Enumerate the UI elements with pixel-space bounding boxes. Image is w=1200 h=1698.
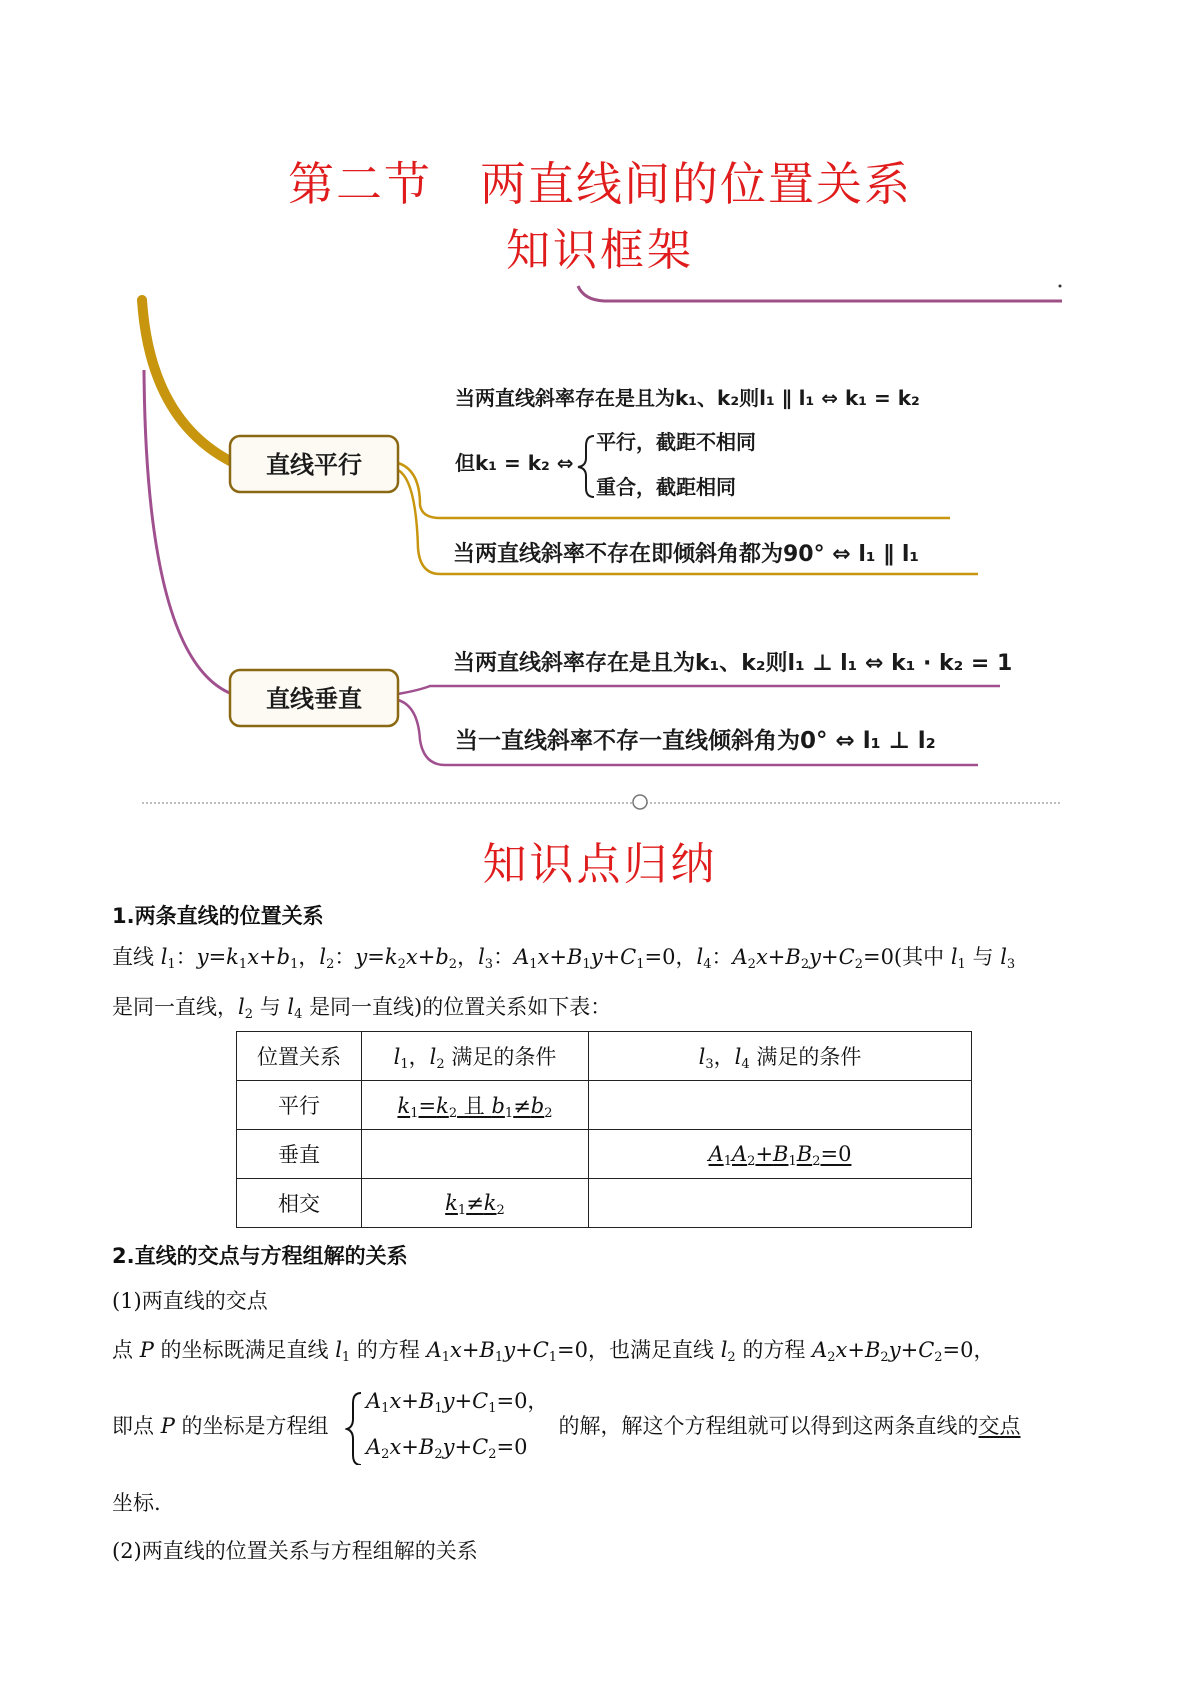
table-cell-cond34	[589, 1081, 972, 1130]
parallel-line-1: 当两直线斜率存在是且为k₁、k₂则l₁ ∥ l₁ ⇔ k₁ = k₂	[455, 386, 920, 410]
table-cell-relation: 平行	[237, 1081, 362, 1130]
section-2-para-2: 即点 P 的坐标是方程组 的解，解这个方程组就可以得到这两条直线的交点	[112, 1414, 1021, 1438]
section-2-sub-2: (2)两直线的位置关系与方程组解的关系	[112, 1539, 478, 1563]
separator-handle-icon	[633, 795, 647, 809]
section-title: 第二节 两直线间的位置关系	[288, 157, 912, 211]
section-2-heading: 2.直线的交点与方程组解的关系	[112, 1244, 408, 1268]
summary-title: 知识点归纳	[482, 839, 718, 890]
table-header-cell: $l_1$，$l_2$ 满足的条件	[362, 1032, 589, 1081]
table-cell-cond12	[362, 1130, 589, 1179]
table-header-cell: 位置关系	[237, 1032, 362, 1081]
section-1-intro-line1: 直线 $l_1$：$y=k_1x+b_1$，$l_2$：$y=k_2x+b_2$，$l_3$：$A_1x+B_1y+C_1=0$，$l_4$：$A_2x+B_2y+C_2=0$(其中 $l_1$ 与 $l_3$	[112, 945, 1016, 972]
equation-system-brace	[345, 1389, 365, 1465]
parallel-brace-top: 平行，截距不相同	[596, 430, 756, 454]
equation-system-row-2: $A_2x+B_2y+C_2=0$	[366, 1435, 528, 1462]
perpendicular-node-label: 直线垂直	[266, 685, 362, 713]
table-row	[237, 1130, 972, 1179]
section-1-heading: 1.两条直线的位置关系	[112, 904, 324, 928]
table-cell-relation: 相交	[237, 1179, 362, 1228]
parallel-trunk	[142, 300, 232, 462]
table-header-row	[237, 1032, 972, 1081]
perpendicular-trunk	[144, 370, 232, 694]
table-cell-cond34	[589, 1179, 972, 1228]
table-cell-cond12: $k_1\ne k_2$	[362, 1179, 589, 1228]
parallel-brace-bottom: 重合，截距相同	[596, 475, 736, 499]
table-cell-cond12: $k_1=k_2$ 且 $b_1\ne b_2$	[362, 1081, 589, 1130]
perp-line-2: 当一直线斜率不存一直线倾斜角为0° ⇔ l₁ ⊥ l₂	[455, 728, 936, 754]
section-2-sub-1: (1)两直线的交点	[112, 1289, 268, 1313]
table-cell-relation: 垂直	[237, 1130, 362, 1179]
framework-title: 知识框架	[506, 225, 694, 276]
section-2-para-1: 点 P 的坐标既满足直线 $l_1$ 的方程 $A_1x+B_1y+C_1=0$，也满足直线 $l_2$ 的方程 $A_2x+B_2y+C_2=0$，	[112, 1338, 995, 1365]
parallel-brace	[578, 436, 594, 497]
table-header-cell: $l_3$，$l_4$ 满足的条件	[589, 1032, 972, 1081]
perp-branch-upper	[398, 686, 1000, 694]
section-1-intro-line2: 是同一直线，$l_2$ 与 $l_4$ 是同一直线)的位置关系如下表：	[112, 995, 612, 1022]
mind-map	[0, 0, 1200, 820]
section-2-para-3: 坐标.	[112, 1491, 161, 1515]
table-row	[237, 1179, 972, 1228]
perp-line-1: 当两直线斜率存在是且为k₁、k₂则l₁ ⊥ l₁ ⇔ k₁ · k₂ = 1	[453, 651, 1013, 676]
table-cell-cond34: $A_1A_2+B_1B_2=0$	[589, 1130, 972, 1179]
parallel-node-label: 直线平行	[266, 451, 362, 479]
equation-system-row-1: $A_1x+B_1y+C_1=0$，	[366, 1389, 549, 1416]
parallel-line-3: 当两直线斜率不存在即倾斜角都为90° ⇔ l₁ ∥ l₁	[453, 542, 920, 567]
parallel-line-2-prefix: 但k₁ = k₂ ⇔	[455, 451, 574, 475]
top-partial-branch	[578, 286, 1062, 301]
table-row	[237, 1081, 972, 1130]
relation-table	[236, 1031, 972, 1228]
